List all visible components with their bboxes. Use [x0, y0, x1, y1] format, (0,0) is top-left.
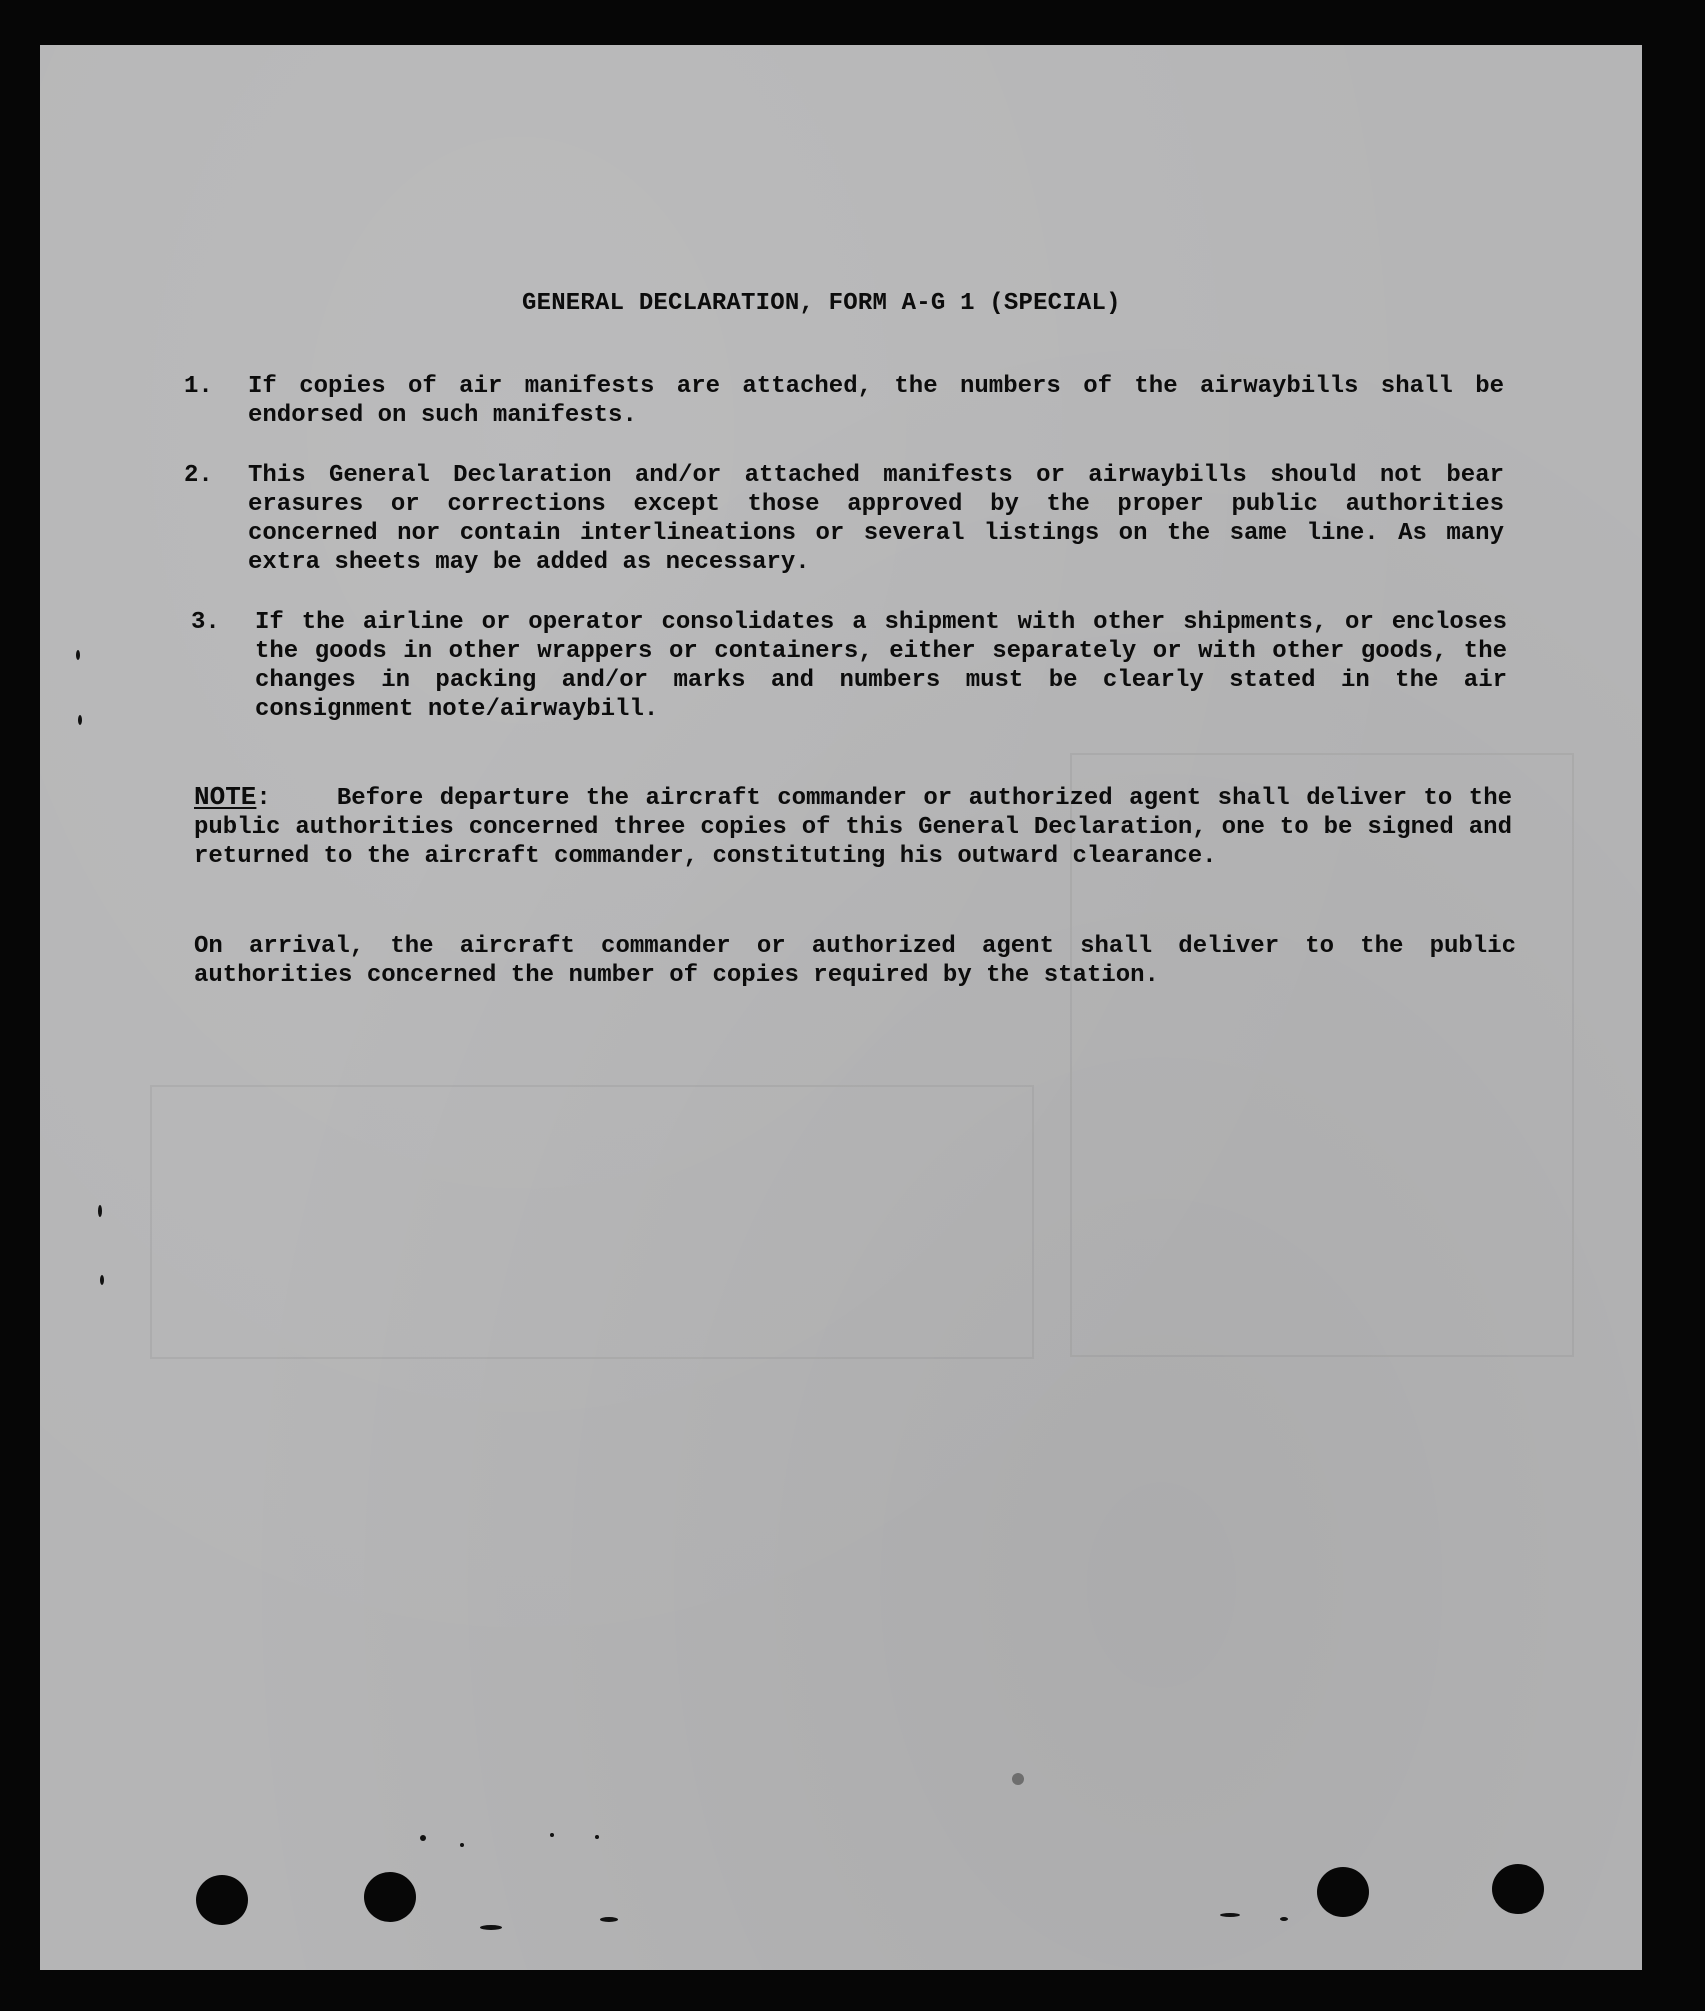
punch-hole — [364, 1872, 416, 1922]
note-text: Before departure the aircraft commander or authorized agent shall deliver to the public authorities concerned three copies of this General Declaration, one to be signed and returned to the aircraft commander, constituting his outward clearance. — [194, 785, 1513, 870]
paper-speck — [460, 1843, 464, 1847]
item-number: 1. — [184, 373, 213, 400]
punch-hole — [1317, 1867, 1369, 1917]
paper-speck — [76, 650, 80, 660]
note-paragraph — [194, 783, 1512, 871]
paper-speck — [1012, 1773, 1024, 1785]
paper-speck — [100, 1275, 104, 1285]
paper-speck — [1280, 1917, 1288, 1921]
note-label: NOTE — [194, 782, 257, 812]
paper-speck — [480, 1925, 502, 1930]
item-number: 3. — [191, 609, 220, 636]
punch-hole — [1492, 1864, 1544, 1914]
paper-speck — [420, 1835, 426, 1841]
instruction-item: This General Declaration and/or attached manifests or airwaybills should not bear erasures or corrections except those approved by the proper public authorities concerned nor contain interlineations or several listings on the same line. As many extra sheets may be added as necessary. — [248, 462, 1504, 576]
note-colon: : — [256, 785, 271, 812]
arrival-paragraph: On arrival, the aircraft commander or authorized agent shall deliver to the public authorities concerned the number of copies required by the station. — [194, 933, 1516, 989]
instruction-item: If copies of air manifests are attached, the numbers of the airwaybills shall be endorsed on such manifests. — [248, 373, 1504, 429]
paper-speck — [98, 1205, 102, 1217]
form-title: GENERAL DECLARATION, FORM A-G 1 (SPECIAL) — [522, 290, 1121, 317]
paper-speck — [550, 1833, 554, 1837]
paper-speck — [600, 1917, 618, 1922]
paper-speck — [78, 715, 82, 725]
document-page — [40, 45, 1642, 1970]
item-number: 2. — [184, 462, 213, 489]
paper-speck — [595, 1835, 599, 1839]
paper-speck — [1220, 1913, 1240, 1917]
instruction-item: If the airline or operator consolidates a shipment with other shipments, or encloses the goods in other wrappers or containers, either separately or with other goods, the changes in packing and/or marks and numbers must be clearly stated in the air consignment note/airwaybill. — [255, 609, 1507, 723]
bleed-through-box — [150, 1085, 1034, 1359]
punch-hole — [196, 1875, 248, 1925]
